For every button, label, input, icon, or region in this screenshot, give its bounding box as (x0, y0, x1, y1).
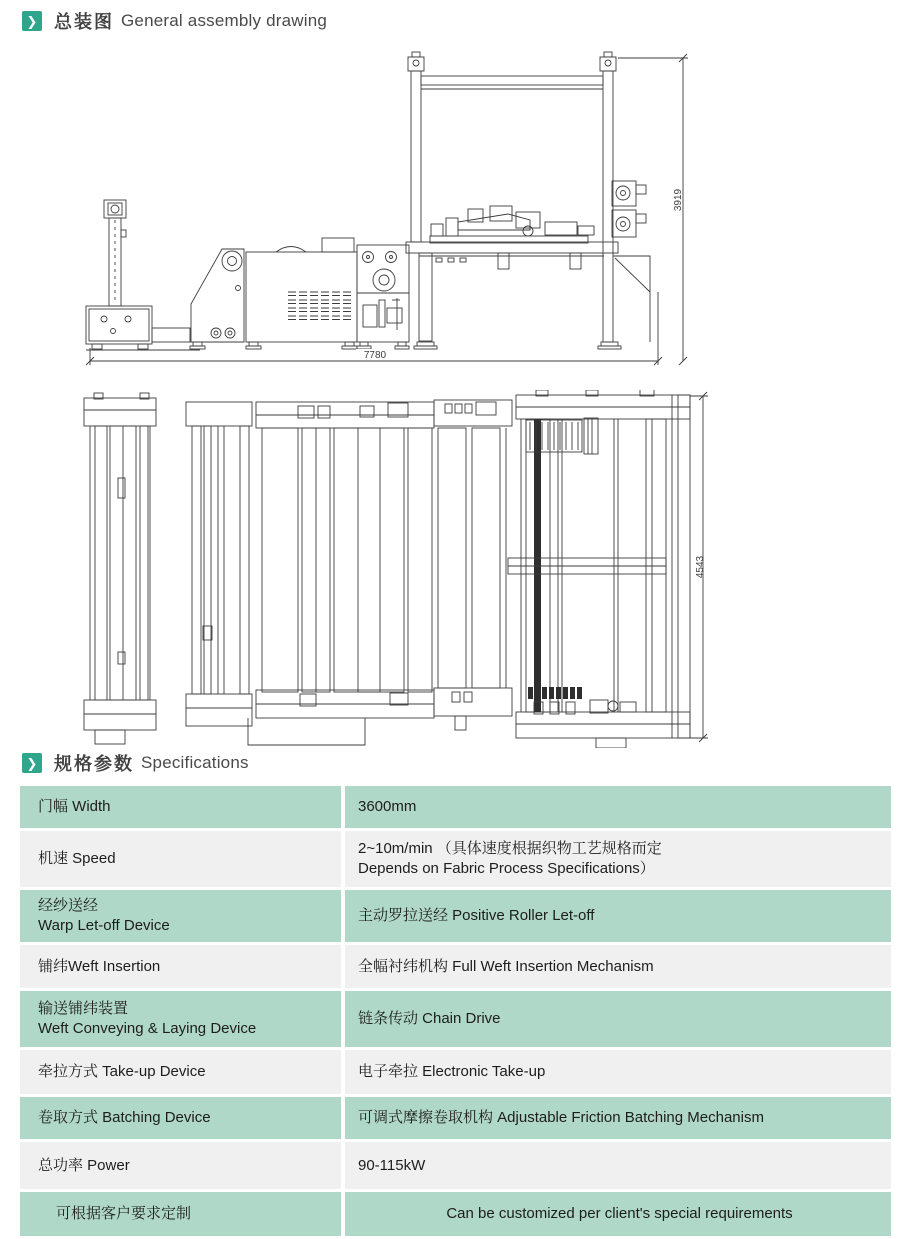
spec-value: 2~10m/min （具体速度根据织物工艺规格而定 Depends on Fabric Process Specifications） (345, 831, 891, 887)
assembly-section-header (22, 9, 327, 33)
section-arrow-icon: ❯ (22, 11, 42, 31)
assembly-title-en: General assembly drawing (121, 11, 328, 30)
spec-value: 全幅衬纬机构 Full Weft Insertion Mechanism (345, 945, 891, 988)
specs-title-en: Specifications (141, 753, 249, 772)
spec-value: 电子牵拉 Electronic Take-up (345, 1050, 891, 1094)
assembly-top-view-drawing (75, 390, 715, 748)
side-view-width-dim: 7780 (363, 350, 387, 361)
spec-value: 主动罗拉送经 Positive Roller Let-off (345, 890, 891, 942)
assembly-side-view-drawing (60, 50, 705, 375)
spec-row (20, 945, 891, 988)
spec-row (20, 1097, 891, 1139)
spec-label: 输送铺纬装置 Weft Conveying & Laying Device (20, 991, 341, 1047)
spec-row (20, 831, 891, 887)
spec-value: 可调式摩擦卷取机构 Adjustable Friction Batching Mechanism (345, 1097, 891, 1139)
spec-value: 3600mm (345, 786, 891, 828)
spec-value: Can be customized per client's special requirements (345, 1192, 891, 1236)
top-view-depth-dim: 4543 (695, 555, 706, 579)
spec-value: 链条传动 Chain Drive (345, 991, 891, 1047)
spec-label: 卷取方式 Batching Device (20, 1097, 341, 1139)
spec-row (20, 1142, 891, 1189)
assembly-title-cn: 总装图 (54, 12, 114, 32)
spec-value: 90-115kW (345, 1142, 891, 1189)
section-arrow-icon: ❯ (22, 753, 42, 773)
specs-title-cn: 规格参数 (54, 754, 134, 774)
specs-section-header (22, 751, 249, 775)
spec-label: 可根据客户要求定制 (20, 1192, 341, 1236)
spec-row (20, 1050, 891, 1094)
spec-row (20, 890, 891, 942)
spec-label: 铺纬Weft Insertion (20, 945, 341, 988)
spec-label: 机速 Speed (20, 831, 341, 887)
spec-row (20, 1192, 891, 1236)
spec-table (20, 786, 891, 1239)
spec-label: 总功率 Power (20, 1142, 341, 1189)
side-view-height-dim: 3919 (673, 188, 684, 212)
spec-row (20, 991, 891, 1047)
spec-label: 牵拉方式 Take-up Device (20, 1050, 341, 1094)
spec-row (20, 786, 891, 828)
spec-label: 门幅 Width (20, 786, 341, 828)
spec-label: 经纱送经 Warp Let-off Device (20, 890, 341, 942)
